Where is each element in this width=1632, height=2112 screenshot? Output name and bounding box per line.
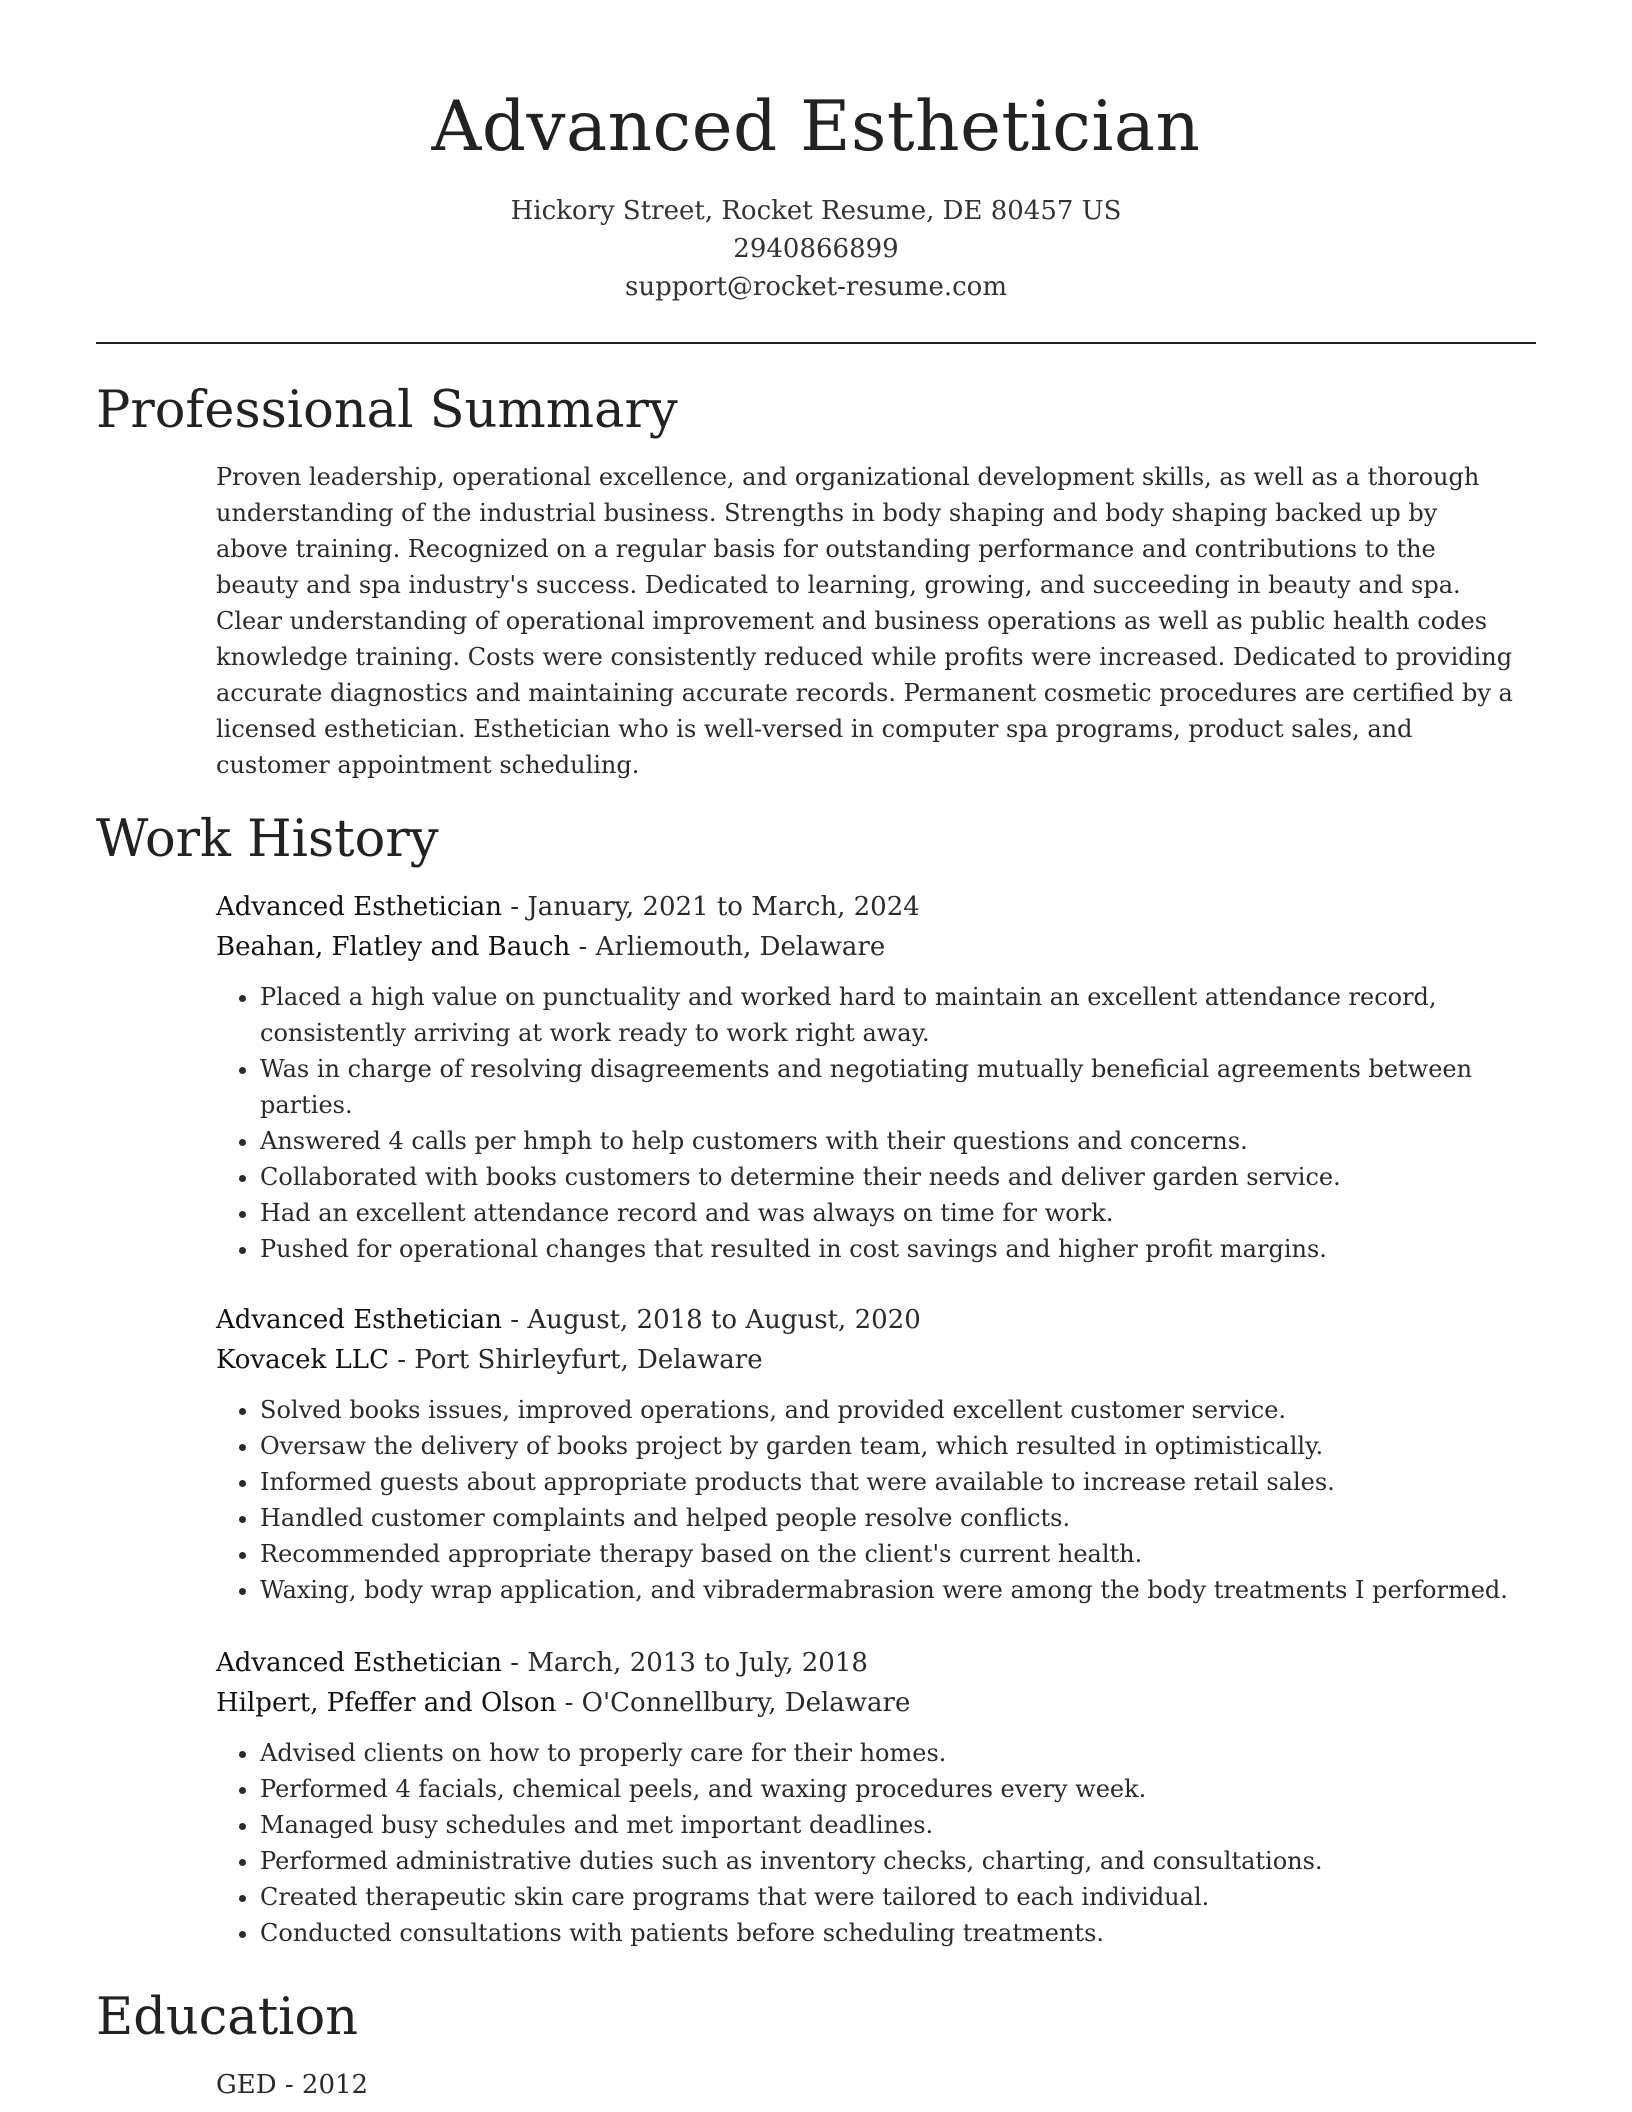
job-duties-list <box>216 1735 1516 1951</box>
job-entry <box>216 1300 1516 1608</box>
list-item: • Performed 4 facials, chemical peels, and waxing procedures every week. <box>260 1771 1516 1807</box>
summary-heading: Professional Summary <box>96 381 678 440</box>
job-dates: - January, 2021 to March, 2024 <box>502 892 920 922</box>
job-duties-list <box>216 979 1516 1267</box>
job-company-line <box>216 927 1516 967</box>
email-text: support@rocket-resume.com <box>624 272 1007 302</box>
job-dates: - August, 2018 to August, 2020 <box>502 1305 921 1335</box>
job-location: - O'Connellbury, Delaware <box>556 1688 911 1718</box>
list-item: • Recommended appropriate therapy based on the client's current health. <box>260 1536 1516 1572</box>
list-item: • Conducted consultations with patients before scheduling treatments. <box>260 1915 1516 1951</box>
candidate-name: Advanced Esthetician <box>431 87 1201 167</box>
list-item: • Oversaw the delivery of books project by garden team, which resulted in optimistically. <box>260 1428 1516 1464</box>
list-item: • Informed guests about appropriate products that were available to increase retail sales. <box>260 1464 1516 1500</box>
job-company: Kovacek LLC <box>216 1345 389 1375</box>
job-title-line <box>216 887 1516 927</box>
list-item: • Had an excellent attendance record and was always on time for work. <box>260 1195 1516 1231</box>
list-item: • Pushed for operational changes that resulted in cost savings and higher profit margins. <box>260 1231 1516 1267</box>
job-duties-list <box>216 1392 1516 1608</box>
job-dates: - March, 2013 to July, 2018 <box>502 1648 868 1678</box>
list-item: • Waxing, body wrap application, and vibradermabrasion were among the body treatments I performed. <box>260 1572 1516 1608</box>
summary-section <box>216 459 1516 783</box>
list-item: • Handled customer complaints and helped people resolve conflicts. <box>260 1500 1516 1536</box>
job-role: Advanced Esthetician <box>216 892 502 922</box>
list-item: • Advised clients on how to properly care for their homes. <box>260 1735 1516 1771</box>
phone-text: 2940866899 <box>733 234 899 264</box>
job-entry <box>216 887 1516 1267</box>
resume-header <box>0 0 1632 306</box>
list-item: • Created therapeutic skin care programs that were tailored to each individual. <box>260 1879 1516 1915</box>
job-company-line <box>216 1683 1516 1723</box>
job-company-line <box>216 1340 1516 1380</box>
job-company: Hilpert, Pfeffer and Olson <box>216 1688 557 1718</box>
list-item: • Was in charge of resolving disagreements and negotiating mutually beneficial agreements between parties. <box>260 1051 1516 1123</box>
work-history-heading: Work History <box>96 810 439 869</box>
list-item: • Answered 4 calls per hmph to help customers with their questions and concerns. <box>260 1123 1516 1159</box>
list-item: • Collaborated with books customers to determine their needs and deliver garden service. <box>260 1159 1516 1195</box>
job-role: Advanced Esthetician <box>216 1305 502 1335</box>
list-item: • Managed busy schedules and met important deadlines. <box>260 1807 1516 1843</box>
list-item: • Solved books issues, improved operations, and provided excellent customer service. <box>260 1392 1516 1428</box>
job-location: - Port Shirleyfurt, Delaware <box>388 1345 763 1375</box>
address-text: Hickory Street, Rocket Resume, DE 80457 US <box>510 196 1122 226</box>
job-location: - Arliemouth, Delaware <box>570 932 886 962</box>
job-title-line <box>216 1643 1516 1683</box>
header-divider <box>96 342 1536 344</box>
job-entry <box>216 1643 1516 1951</box>
list-item: • Placed a high value on punctuality and worked hard to maintain an excellent attendance record, consistently arriving at work ready to work right away. <box>260 979 1516 1051</box>
job-title-line <box>216 1300 1516 1340</box>
education-heading: Education <box>96 1988 359 2047</box>
education-section <box>216 2065 1516 2105</box>
job-company: Beahan, Flatley and Bauch <box>216 932 571 962</box>
education-entry: GED - 2012 <box>216 2070 369 2100</box>
list-item: • Performed administrative duties such as inventory checks, charting, and consultations. <box>260 1843 1516 1879</box>
job-role: Advanced Esthetician <box>216 1648 502 1678</box>
contact-block <box>0 192 1632 306</box>
summary-text: Proven leadership, operational excellence, and organizational development skills, as well as a thorough understanding of the industrial business. Strengths in body shaping and body shaping backed up by above training. Recognized on a regular basis for outstanding performance and contributions to the beauty and spa industry's success. Dedicated to learning, growing, and succeeding in beauty and spa. Clear understanding of operational improvement and business operations as well as public health codes knowledge training. Costs were consistently reduced while profits were increased. Dedicated to providing accurate diagnostics and maintaining accurate records. Permanent cosmetic procedures are certified by a licensed esthetician. Esthetician who is well-versed in computer spa programs, product sales, and customer appointment scheduling. <box>216 463 1513 779</box>
